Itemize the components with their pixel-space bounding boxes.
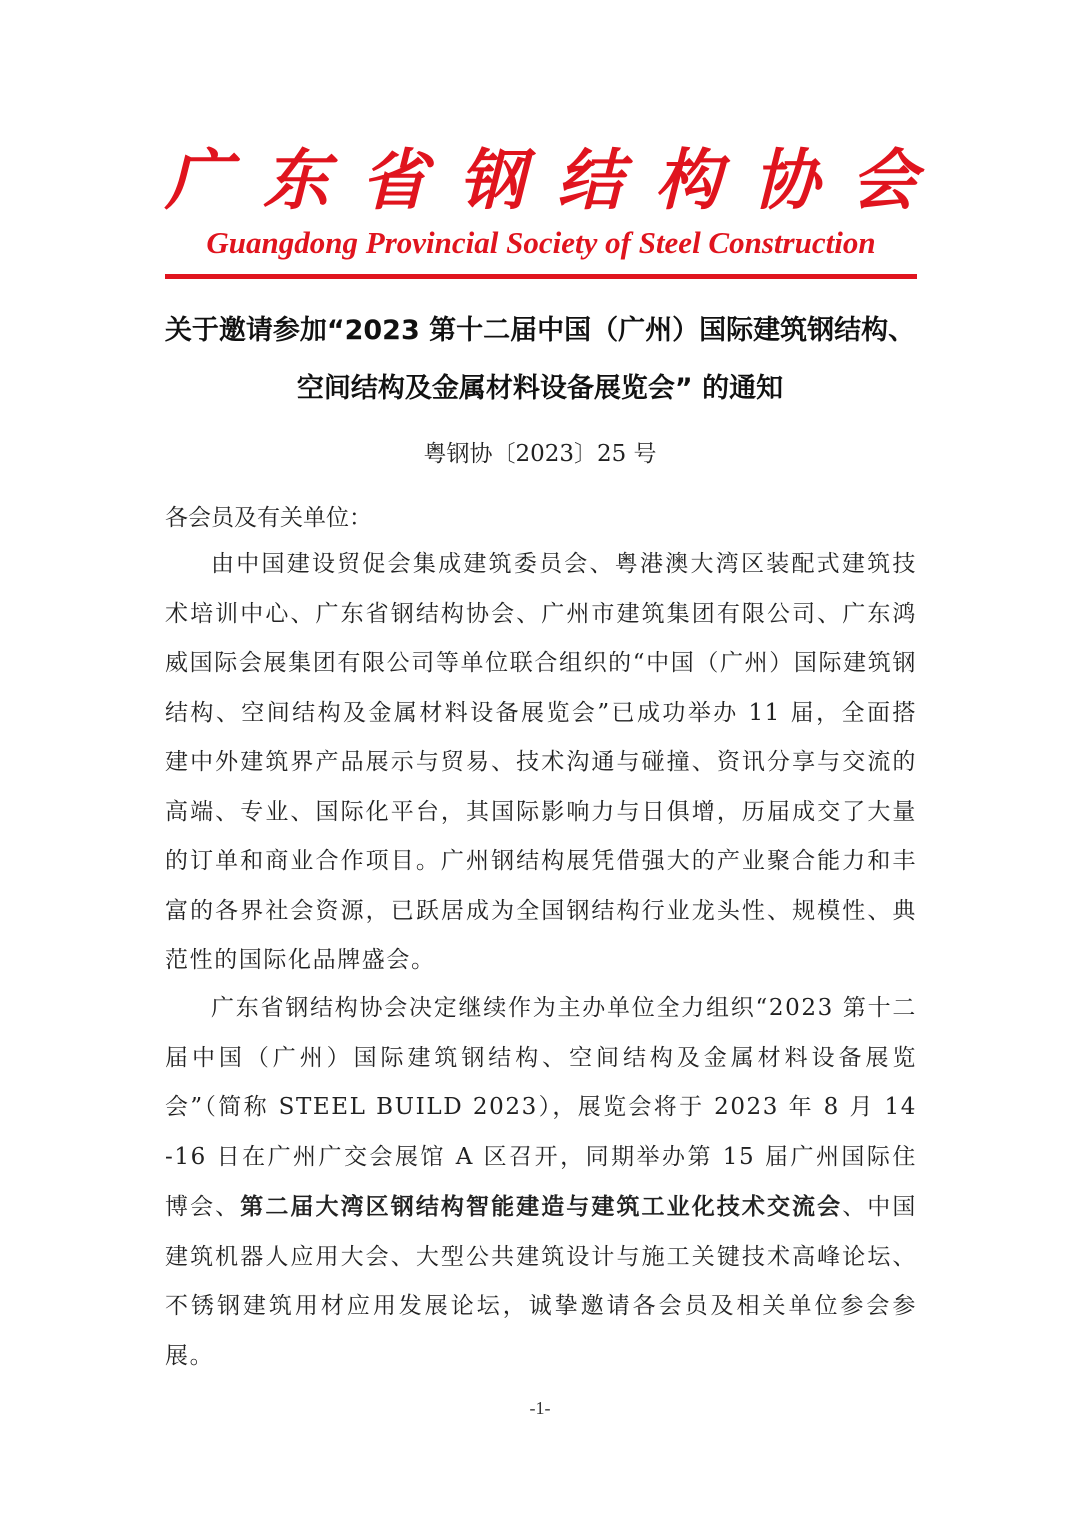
letterhead-divider <box>165 274 917 279</box>
org-name-char: 广 <box>165 141 231 219</box>
paragraph-text: 由中国建设贸促会集成建筑委员会、粤港澳大湾区装配式建筑技术培训中心、广东省钢结构协会、广州市建筑集团有限公司、广东鸿威国际会展集团有限公司等单位联合组织的“中国（广州）国际建筑钢结构、空间结构及金属材料设备展览会”已成功举办 11 届，全面搭建中外建筑界产品展示与贸易、技术沟通与碰撞、资讯分享与交流的高端、专业、国际化平台，其国际影响力与日俱增，历届成交了大量的订单和商业合作项目。广州钢结构展凭借强大的产业聚合能力和丰富的各界社会资源，已跃居成为全国钢结构行业龙头性、规模性、典范性的国际化品牌盛会。 <box>165 551 917 973</box>
highlighted-event-name: 第二届大湾区钢结构智能建造与建筑工业化技术交流会 <box>240 1193 843 1220</box>
document-number: 粤钢协〔2023〕25 号 <box>423 441 657 467</box>
paragraph-text <box>165 984 917 1381</box>
org-name-char: 省 <box>361 141 427 219</box>
org-name-char: 构 <box>655 141 721 219</box>
letterhead <box>165 140 917 279</box>
body-paragraph-2 <box>165 984 917 1381</box>
org-name-chinese <box>165 140 917 220</box>
title-line-2: 空间结构及金属材料设备展览会” 的通知 <box>296 373 784 404</box>
salutation: 各会员及有关单位： <box>165 505 372 531</box>
body-paragraph-1 <box>165 540 917 986</box>
paragraph-part: 、中国建筑机器人应用大会、大型公共建筑设计与施工关键技术高峰论坛、不锈钢建筑用材应用发展论坛，诚挚邀请各会员及相关单位参会参展。 <box>165 1194 917 1369</box>
org-name-char: 会 <box>851 141 917 219</box>
page-number: -1- <box>529 1398 551 1418</box>
org-name-char: 协 <box>753 141 819 219</box>
notice-title <box>150 302 930 418</box>
org-name-char: 东 <box>263 141 329 219</box>
org-name-english: Guangdong Provincial Society of Steel Construction <box>206 225 876 260</box>
paragraph-part: 广东省钢结构协会决定继续作为主办单位全力组织“2023 第十二届中国（广州）国际建筑钢结构、空间结构及金属材料设备展览会”（简称 STEEL BUILD 2023），展览会将于 2023 年 8 月 14 -16 日在广州广交会展馆 A 区召开，同期举办第 15 届广州国际住博会、 <box>165 995 917 1220</box>
org-name-char: 钢 <box>459 141 525 219</box>
org-name-char: 结 <box>557 141 623 219</box>
title-line-1: 关于邀请参加“2023 第十二届中国（广州）国际建筑钢结构、 <box>164 315 916 346</box>
